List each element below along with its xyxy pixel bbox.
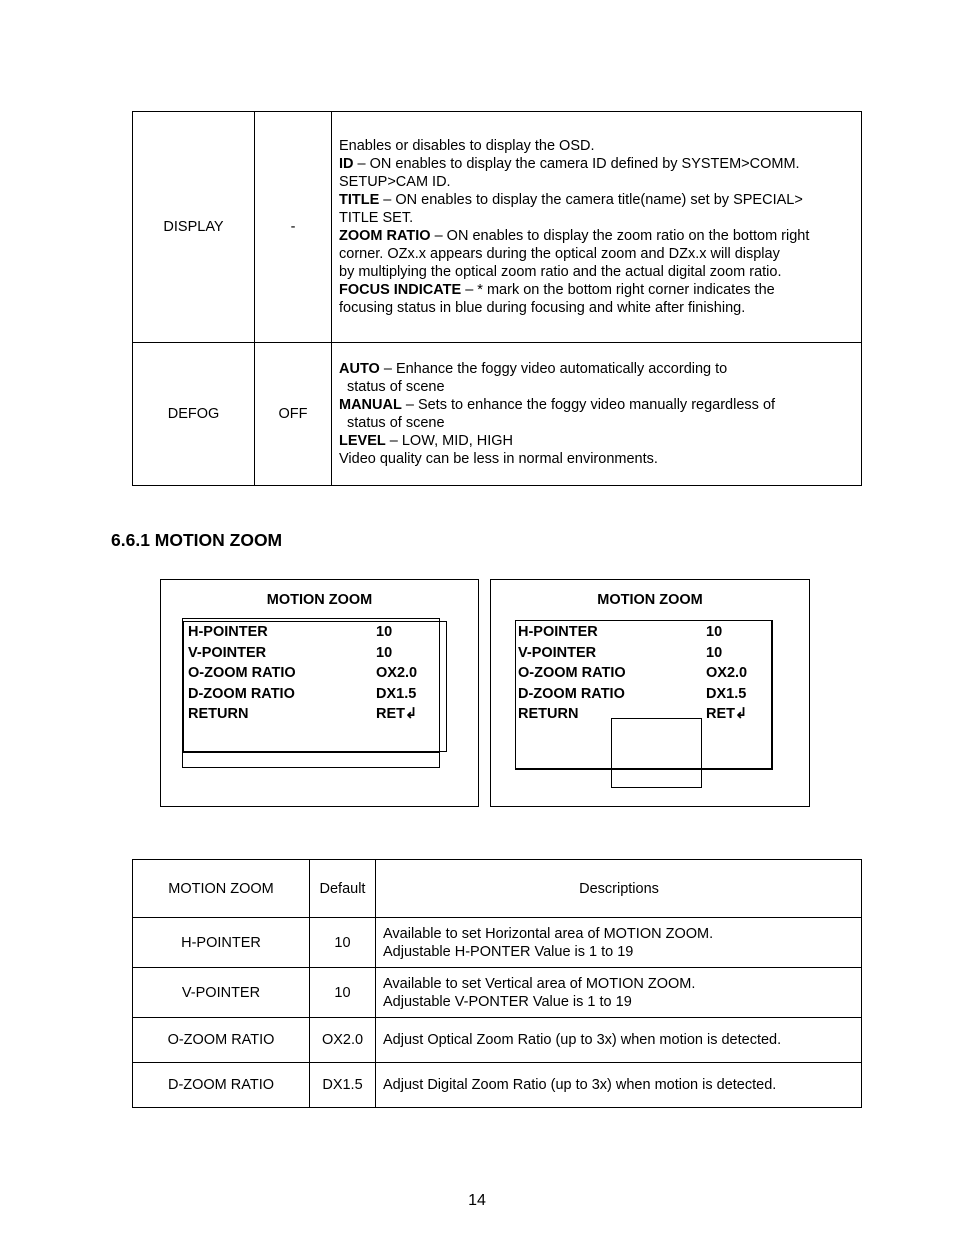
osd-divider xyxy=(183,752,440,753)
description-line xyxy=(339,299,853,317)
setting-description xyxy=(332,112,862,343)
description-line xyxy=(339,414,853,432)
osd-item-label: D-ZOOM RATIO xyxy=(188,685,295,702)
description-keyword: ZOOM RATIO xyxy=(339,228,431,244)
osd-item-value: 10 xyxy=(376,624,393,640)
osd-item-value: OX2.0 xyxy=(706,665,748,681)
param-name: V-POINTER xyxy=(133,968,310,1018)
description-line xyxy=(339,360,853,378)
description-line xyxy=(339,155,853,173)
param-default: 10 xyxy=(310,918,376,968)
setting-description xyxy=(332,343,862,486)
osd-item-value: 10 xyxy=(376,644,393,661)
description-line xyxy=(339,432,853,450)
header-cell: Descriptions xyxy=(376,860,862,918)
description-text: by multiplying the optical zoom ratio and the actual digital zoom ratio. xyxy=(339,264,782,280)
osd-title: MOTION ZOOM xyxy=(266,592,373,608)
table-row xyxy=(133,112,862,343)
description-keyword: MANUAL xyxy=(339,397,402,413)
motion-zoom-table xyxy=(132,859,862,1108)
param-default: DX1.5 xyxy=(310,1063,376,1108)
description-text: SETUP>CAM ID. xyxy=(339,174,451,190)
description-text: TITLE SET. xyxy=(339,210,414,226)
desc-line: Adjustable V-PONTER Value is 1 to 19 xyxy=(383,993,632,1010)
description-keyword: LEVEL xyxy=(339,433,386,449)
desc-line: Available to set Vertical area of MOTION ZOOM. xyxy=(383,975,696,992)
description-keyword: ID xyxy=(339,156,354,172)
osd-item-value: OX2.0 xyxy=(376,665,418,681)
description-line xyxy=(339,173,853,191)
osd-item-label: RETURN xyxy=(188,706,249,722)
description-line xyxy=(339,378,853,396)
param-name: O-ZOOM RATIO xyxy=(133,1018,310,1063)
table-row xyxy=(133,968,862,1018)
param-desc: Adjust Optical Zoom Ratio (up to 3x) when motion is detected. xyxy=(376,1018,862,1063)
osd-item-value: RET↲ xyxy=(376,706,418,722)
osd-panel-right xyxy=(490,579,810,807)
osd-item-value: 10 xyxy=(706,644,723,661)
description-line xyxy=(339,227,853,245)
table-row xyxy=(133,918,862,968)
osd-item-label: RETURN xyxy=(518,706,579,722)
osd-item-label: V-POINTER xyxy=(188,644,267,661)
osd-item-label: O-ZOOM RATIO xyxy=(188,665,296,681)
description-line xyxy=(339,281,853,299)
description-line xyxy=(339,396,853,414)
description-text: Enables or disables to display the OSD. xyxy=(339,138,595,154)
description-line xyxy=(339,137,853,155)
desc-line: Available to set Horizontal area of MOTION ZOOM. xyxy=(383,925,714,942)
description-line xyxy=(339,209,853,227)
description-text: – Sets to enhance the foggy video manually regardless of xyxy=(401,397,776,413)
description-text: – ON enables to display the camera ID defined by SYSTEM>COMM. xyxy=(353,156,800,172)
description-text: Video quality can be less in normal environments. xyxy=(339,451,658,467)
header-cell: MOTION ZOOM xyxy=(133,860,310,918)
section-heading: 6.6.1 MOTION ZOOM xyxy=(111,530,283,550)
setting-name: DEFOG xyxy=(133,343,255,486)
description-text: status of scene xyxy=(347,379,445,395)
table-row xyxy=(133,1063,862,1108)
description-keyword: AUTO xyxy=(339,361,380,377)
osd-item-label: D-ZOOM RATIO xyxy=(518,685,625,702)
osd-item-label: O-ZOOM RATIO xyxy=(518,665,626,681)
param-desc: Adjust Digital Zoom Ratio (up to 3x) when motion is detected. xyxy=(376,1063,862,1108)
description-keyword: FOCUS INDICATE xyxy=(339,282,462,298)
description-line xyxy=(339,191,853,209)
osd-item-value: RET↲ xyxy=(706,706,748,722)
header-cell: Default xyxy=(310,860,376,918)
param-desc xyxy=(376,968,862,1018)
description-keyword: TITLE xyxy=(339,192,380,208)
description-text: – Enhance the foggy video automatically according to xyxy=(379,361,728,377)
desc-line: Adjustable H-PONTER Value is 1 to 19 xyxy=(383,943,634,960)
setting-default: - xyxy=(255,112,332,343)
setting-default: OFF xyxy=(255,343,332,486)
description-line xyxy=(339,450,853,468)
osd-item-label: V-POINTER xyxy=(518,644,597,661)
osd-item-value: DX1.5 xyxy=(706,685,747,702)
description-text: – * mark on the bottom right corner indicates the xyxy=(461,282,775,298)
description-text: focusing status in blue during focusing and white after finishing. xyxy=(339,300,746,316)
description-line xyxy=(339,245,853,263)
table-row xyxy=(133,343,862,486)
description-line xyxy=(339,263,853,281)
description-text: – ON enables to display the zoom ratio on the bottom right xyxy=(430,228,810,244)
description-text: corner. OZx.x appears during the optical zoom and DZx.x will display xyxy=(339,246,780,262)
param-default: 10 xyxy=(310,968,376,1018)
param-default: OX2.0 xyxy=(310,1018,376,1063)
motion-zoom-area-box xyxy=(611,718,702,788)
setting-name: DISPLAY xyxy=(133,112,255,343)
osd-title: MOTION ZOOM xyxy=(597,592,703,608)
param-name: H-POINTER xyxy=(133,918,310,968)
osd-panel-left xyxy=(160,579,479,807)
description-text: – ON enables to display the camera title(name) set by SPECIAL> xyxy=(379,192,803,208)
table-header-row xyxy=(133,860,862,918)
osd-item-value: DX1.5 xyxy=(376,685,417,702)
settings-table xyxy=(132,111,862,486)
table-row xyxy=(133,1018,862,1063)
param-desc xyxy=(376,918,862,968)
page-number: 14 xyxy=(468,1192,486,1209)
osd-item-label: H-POINTER xyxy=(518,624,598,640)
description-text: status of scene xyxy=(347,415,445,431)
description-text: – LOW, MID, HIGH xyxy=(385,433,514,449)
osd-item-label: H-POINTER xyxy=(188,624,268,640)
osd-item-value: 10 xyxy=(706,624,723,640)
param-name: D-ZOOM RATIO xyxy=(133,1063,310,1108)
